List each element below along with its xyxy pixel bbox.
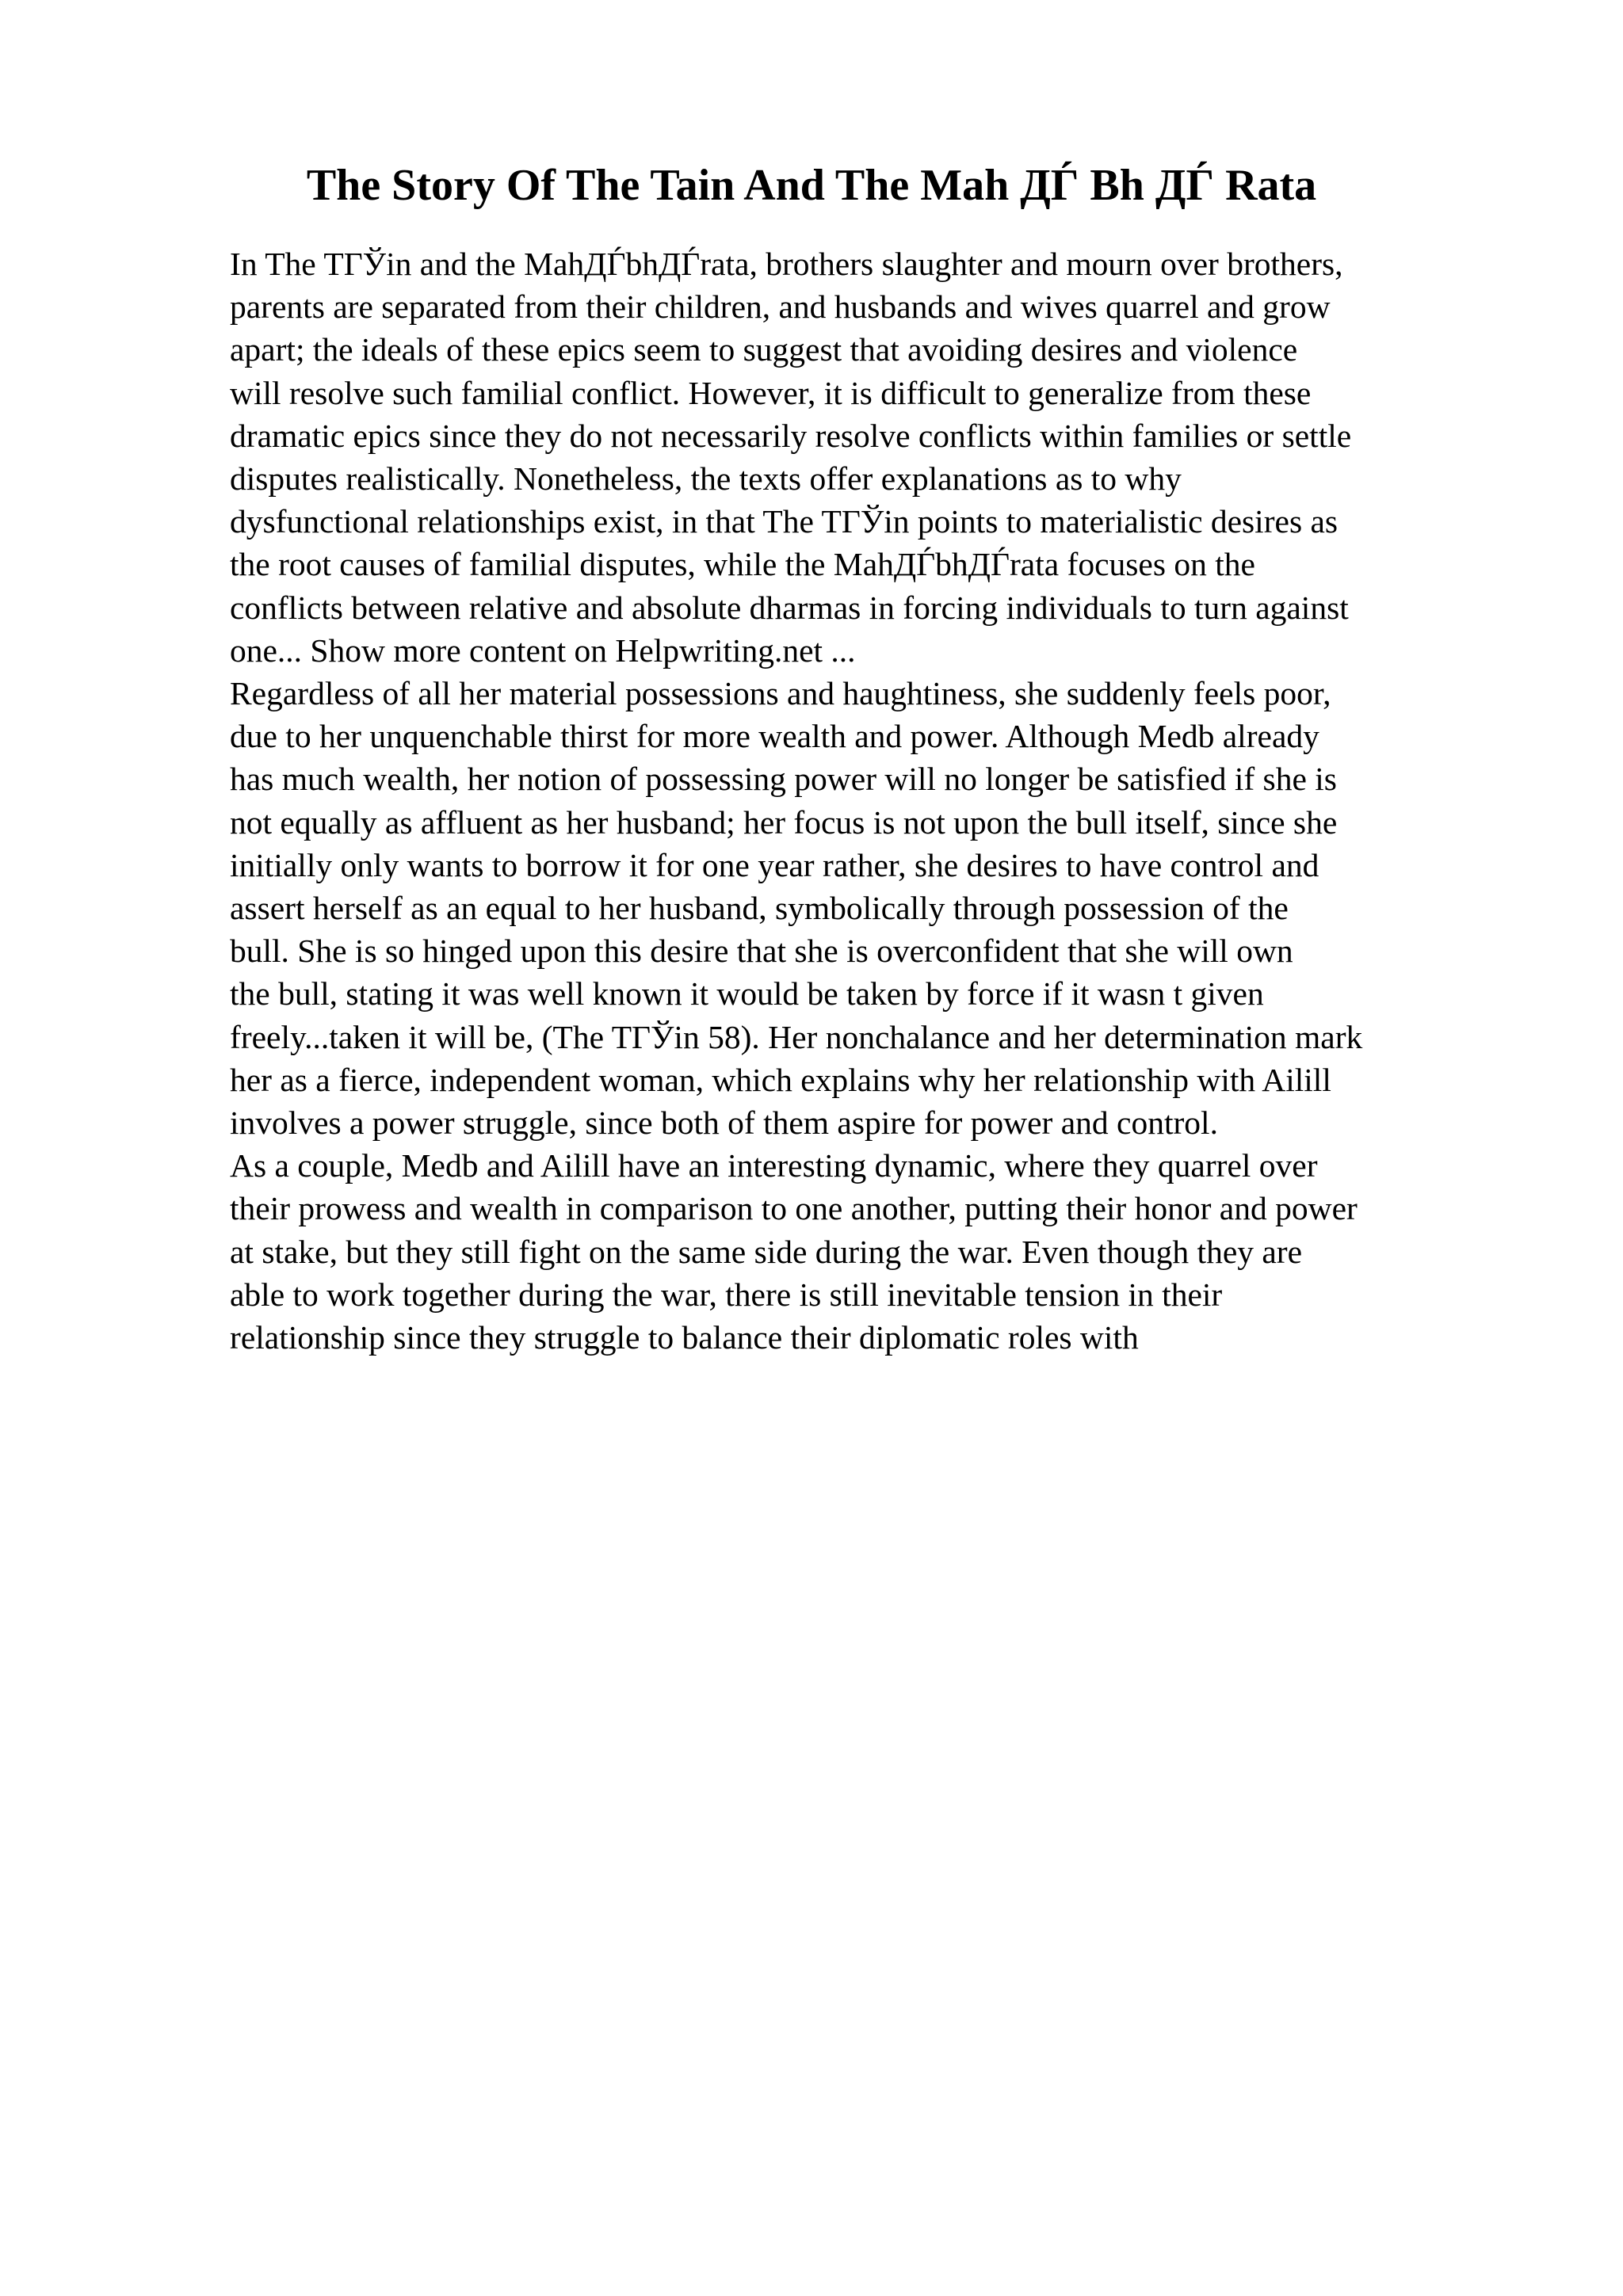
text-line: one... Show more content on Helpwriting.net ... bbox=[230, 631, 856, 669]
document-body bbox=[230, 242, 1514, 1359]
text-line: disputes realistically. Nonetheless, the texts offer explanations as to why bbox=[230, 460, 1182, 498]
paragraph-1 bbox=[230, 242, 1514, 672]
document-title: The Story Of The Tain And The Mah ДЃ Bh ДЃ Rata bbox=[306, 161, 1317, 210]
text-line: parents are separated from their children, and husbands and wives quarrel and grow bbox=[230, 288, 1331, 326]
text-line: involves a power struggle, since both of them aspire for power and control. bbox=[230, 1104, 1218, 1142]
text-line: conflicts between relative and absolute dharmas in forcing individuals to turn against bbox=[230, 589, 1349, 626]
text-line: due to her unquenchable thirst for more wealth and power. Although Medb already bbox=[230, 718, 1319, 755]
text-line: will resolve such familial conflict. However, it is difficult to generalize from these bbox=[230, 374, 1312, 411]
text-line: apart; the ideals of these epics seem to suggest that avoiding desires and violence bbox=[230, 331, 1298, 368]
text-line: her as a fierce, independent woman, which explains why her relationship with Ailill bbox=[230, 1061, 1331, 1098]
text-line: In The TГЎin and the MahДЃbhДЃrata, brothers slaughter and mourn over brothers, bbox=[230, 246, 1343, 282]
text-line: has much wealth, her notion of possessing power will no longer be satisfied if she is bbox=[230, 761, 1337, 798]
text-line: assert herself as an equal to her husband, symbolically through possession of the bbox=[230, 890, 1289, 927]
text-line: initially only wants to borrow it for one year rather, she desires to have control and bbox=[230, 846, 1319, 883]
text-line: not equally as affluent as her husband; her focus is not upon the bull itself, since she bbox=[230, 803, 1338, 841]
text-line: dramatic epics since they do not necessarily resolve conflicts within families or settle bbox=[230, 417, 1352, 454]
text-line: able to work together during the war, there is still inevitable tension in their bbox=[230, 1276, 1223, 1313]
text-line: bull. She is so hinged upon this desire that she is overconfident that she will own bbox=[230, 933, 1293, 970]
text-line: their prowess and wealth in comparison to one another, putting their honor and power bbox=[230, 1190, 1358, 1227]
text-line: dysfunctional relationships exist, in that The TГЎin points to materialistic desires as bbox=[230, 503, 1338, 540]
text-line: the bull, stating it was well known it would be taken by force if it wasn t given bbox=[230, 975, 1264, 1013]
text-line: freely...taken it will be, (The TГЎin 58). Her nonchalance and her determination mark bbox=[230, 1018, 1363, 1055]
text-line: the root causes of familial disputes, while the MahДЃbhДЃrata focuses on the bbox=[230, 546, 1255, 583]
text-line: at stake, but they still fight on the same side during the war. Even though they are bbox=[230, 1233, 1303, 1270]
paragraph-2 bbox=[230, 672, 1514, 1144]
text-line: relationship since they struggle to balance their diplomatic roles with bbox=[230, 1319, 1139, 1356]
text-line: As a couple, Medb and Ailill have an interesting dynamic, where they quarrel over bbox=[230, 1147, 1318, 1184]
text-line: Regardless of all her material possessions and haughtiness, she suddenly feels poor, bbox=[230, 675, 1331, 712]
paragraph-3 bbox=[230, 1144, 1514, 1359]
